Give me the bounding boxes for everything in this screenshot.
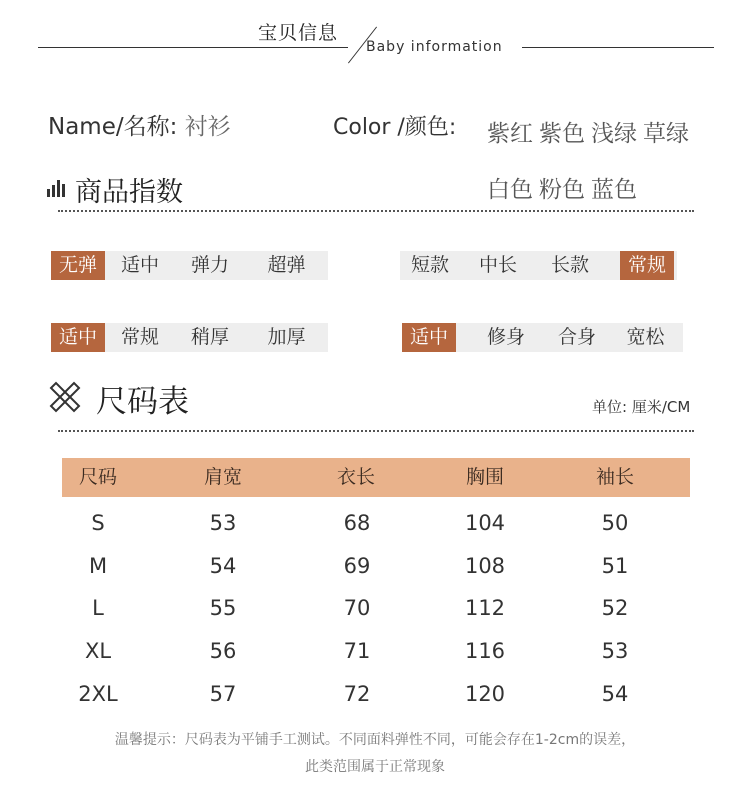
index-section-title: 商品指数 [75, 177, 183, 208]
product-name-label: Name/名称: [48, 114, 178, 140]
table-cell: 51 [601, 554, 629, 578]
header-line-left [38, 47, 348, 48]
table-cell: 68 [343, 511, 371, 535]
tips-line-2: 此类范围属于正常现象 [305, 759, 445, 775]
table-cell: 50 [601, 511, 629, 535]
chip: 适中 [120, 254, 159, 276]
tips-line-1: 温馨提示：尺码表为平铺手工测试。不同面料弹性不同，可能会存在1-2cm的误差， [114, 732, 636, 748]
chip: 合身 [557, 326, 596, 348]
table-cell: 70 [343, 596, 371, 620]
product-color-list [487, 106, 722, 218]
chip: 加厚 [267, 326, 306, 348]
chip-selected: 适中 [51, 323, 105, 352]
header-title-cn: 宝贝信息 [258, 22, 339, 44]
chip-selected: 常规 [620, 251, 674, 280]
color-option: 蓝色 [591, 177, 637, 203]
table-cell: 56 [209, 639, 237, 663]
fit-scale [402, 323, 683, 352]
column-header: 肩宽 [203, 466, 243, 488]
chip: 弹力 [190, 254, 229, 276]
color-option: 白色 [487, 177, 533, 203]
chip-selected: 适中 [402, 323, 456, 352]
table-cell: 71 [343, 639, 371, 663]
color-option: 紫红 [487, 121, 533, 147]
table-cell: L [92, 596, 104, 620]
thickness-scale [51, 323, 328, 352]
size-table-header [62, 458, 690, 497]
header-title-en: Baby information [366, 39, 503, 55]
table-cell: 72 [343, 682, 371, 706]
color-option: 紫色 [539, 121, 585, 147]
table-cell: 2XL [78, 682, 118, 706]
color-option: 浅绿 [591, 121, 637, 147]
column-header: 衣长 [336, 466, 376, 488]
table-cell: XL [84, 639, 112, 663]
table-row [0, 596, 750, 626]
table-cell: M [88, 554, 108, 578]
size-section-title: 尺码表 [96, 384, 189, 420]
column-header: 尺码 [78, 466, 118, 488]
product-color-label: Color /颜色: [333, 115, 457, 140]
table-cell: 120 [464, 682, 506, 706]
section-divider [58, 210, 694, 212]
table-cell: 108 [464, 554, 506, 578]
header-line-right [522, 47, 714, 48]
section-divider [58, 430, 694, 432]
unit-label: 单位: 厘米/CM [592, 398, 691, 416]
length-scale [400, 251, 677, 280]
product-name-value: 衬衫 [184, 114, 231, 140]
bar-chart-icon [47, 180, 65, 197]
chip: 稍厚 [190, 326, 229, 348]
elasticity-scale [51, 251, 328, 280]
column-header: 胸围 [465, 466, 505, 488]
table-row [0, 554, 750, 584]
color-option: 粉色 [539, 177, 585, 203]
table-cell: 55 [209, 596, 237, 620]
chip: 短款 [410, 254, 449, 276]
table-cell: 54 [209, 554, 237, 578]
chip: 中长 [478, 254, 517, 276]
table-cell: 69 [343, 554, 371, 578]
chip: 宽松 [626, 326, 665, 348]
chip: 常规 [120, 326, 159, 348]
table-cell: 112 [464, 596, 506, 620]
chip: 超弹 [267, 254, 306, 276]
table-cell: 57 [209, 682, 237, 706]
color-option: 草绿 [643, 121, 689, 147]
table-cell: 53 [601, 639, 629, 663]
table-cell: 54 [601, 682, 629, 706]
table-row [0, 639, 750, 669]
product-name [48, 108, 231, 141]
chip: 长款 [550, 254, 589, 276]
column-header: 袖长 [595, 466, 635, 488]
table-cell: S [91, 511, 105, 535]
ruler-cross-icon [48, 380, 82, 414]
table-cell: 53 [209, 511, 237, 535]
chip-selected: 无弹 [51, 251, 105, 280]
chip: 修身 [486, 326, 525, 348]
table-cell: 52 [601, 596, 629, 620]
table-cell: 116 [464, 639, 506, 663]
table-row [0, 682, 750, 712]
table-cell: 104 [464, 511, 506, 535]
table-row [0, 511, 750, 541]
